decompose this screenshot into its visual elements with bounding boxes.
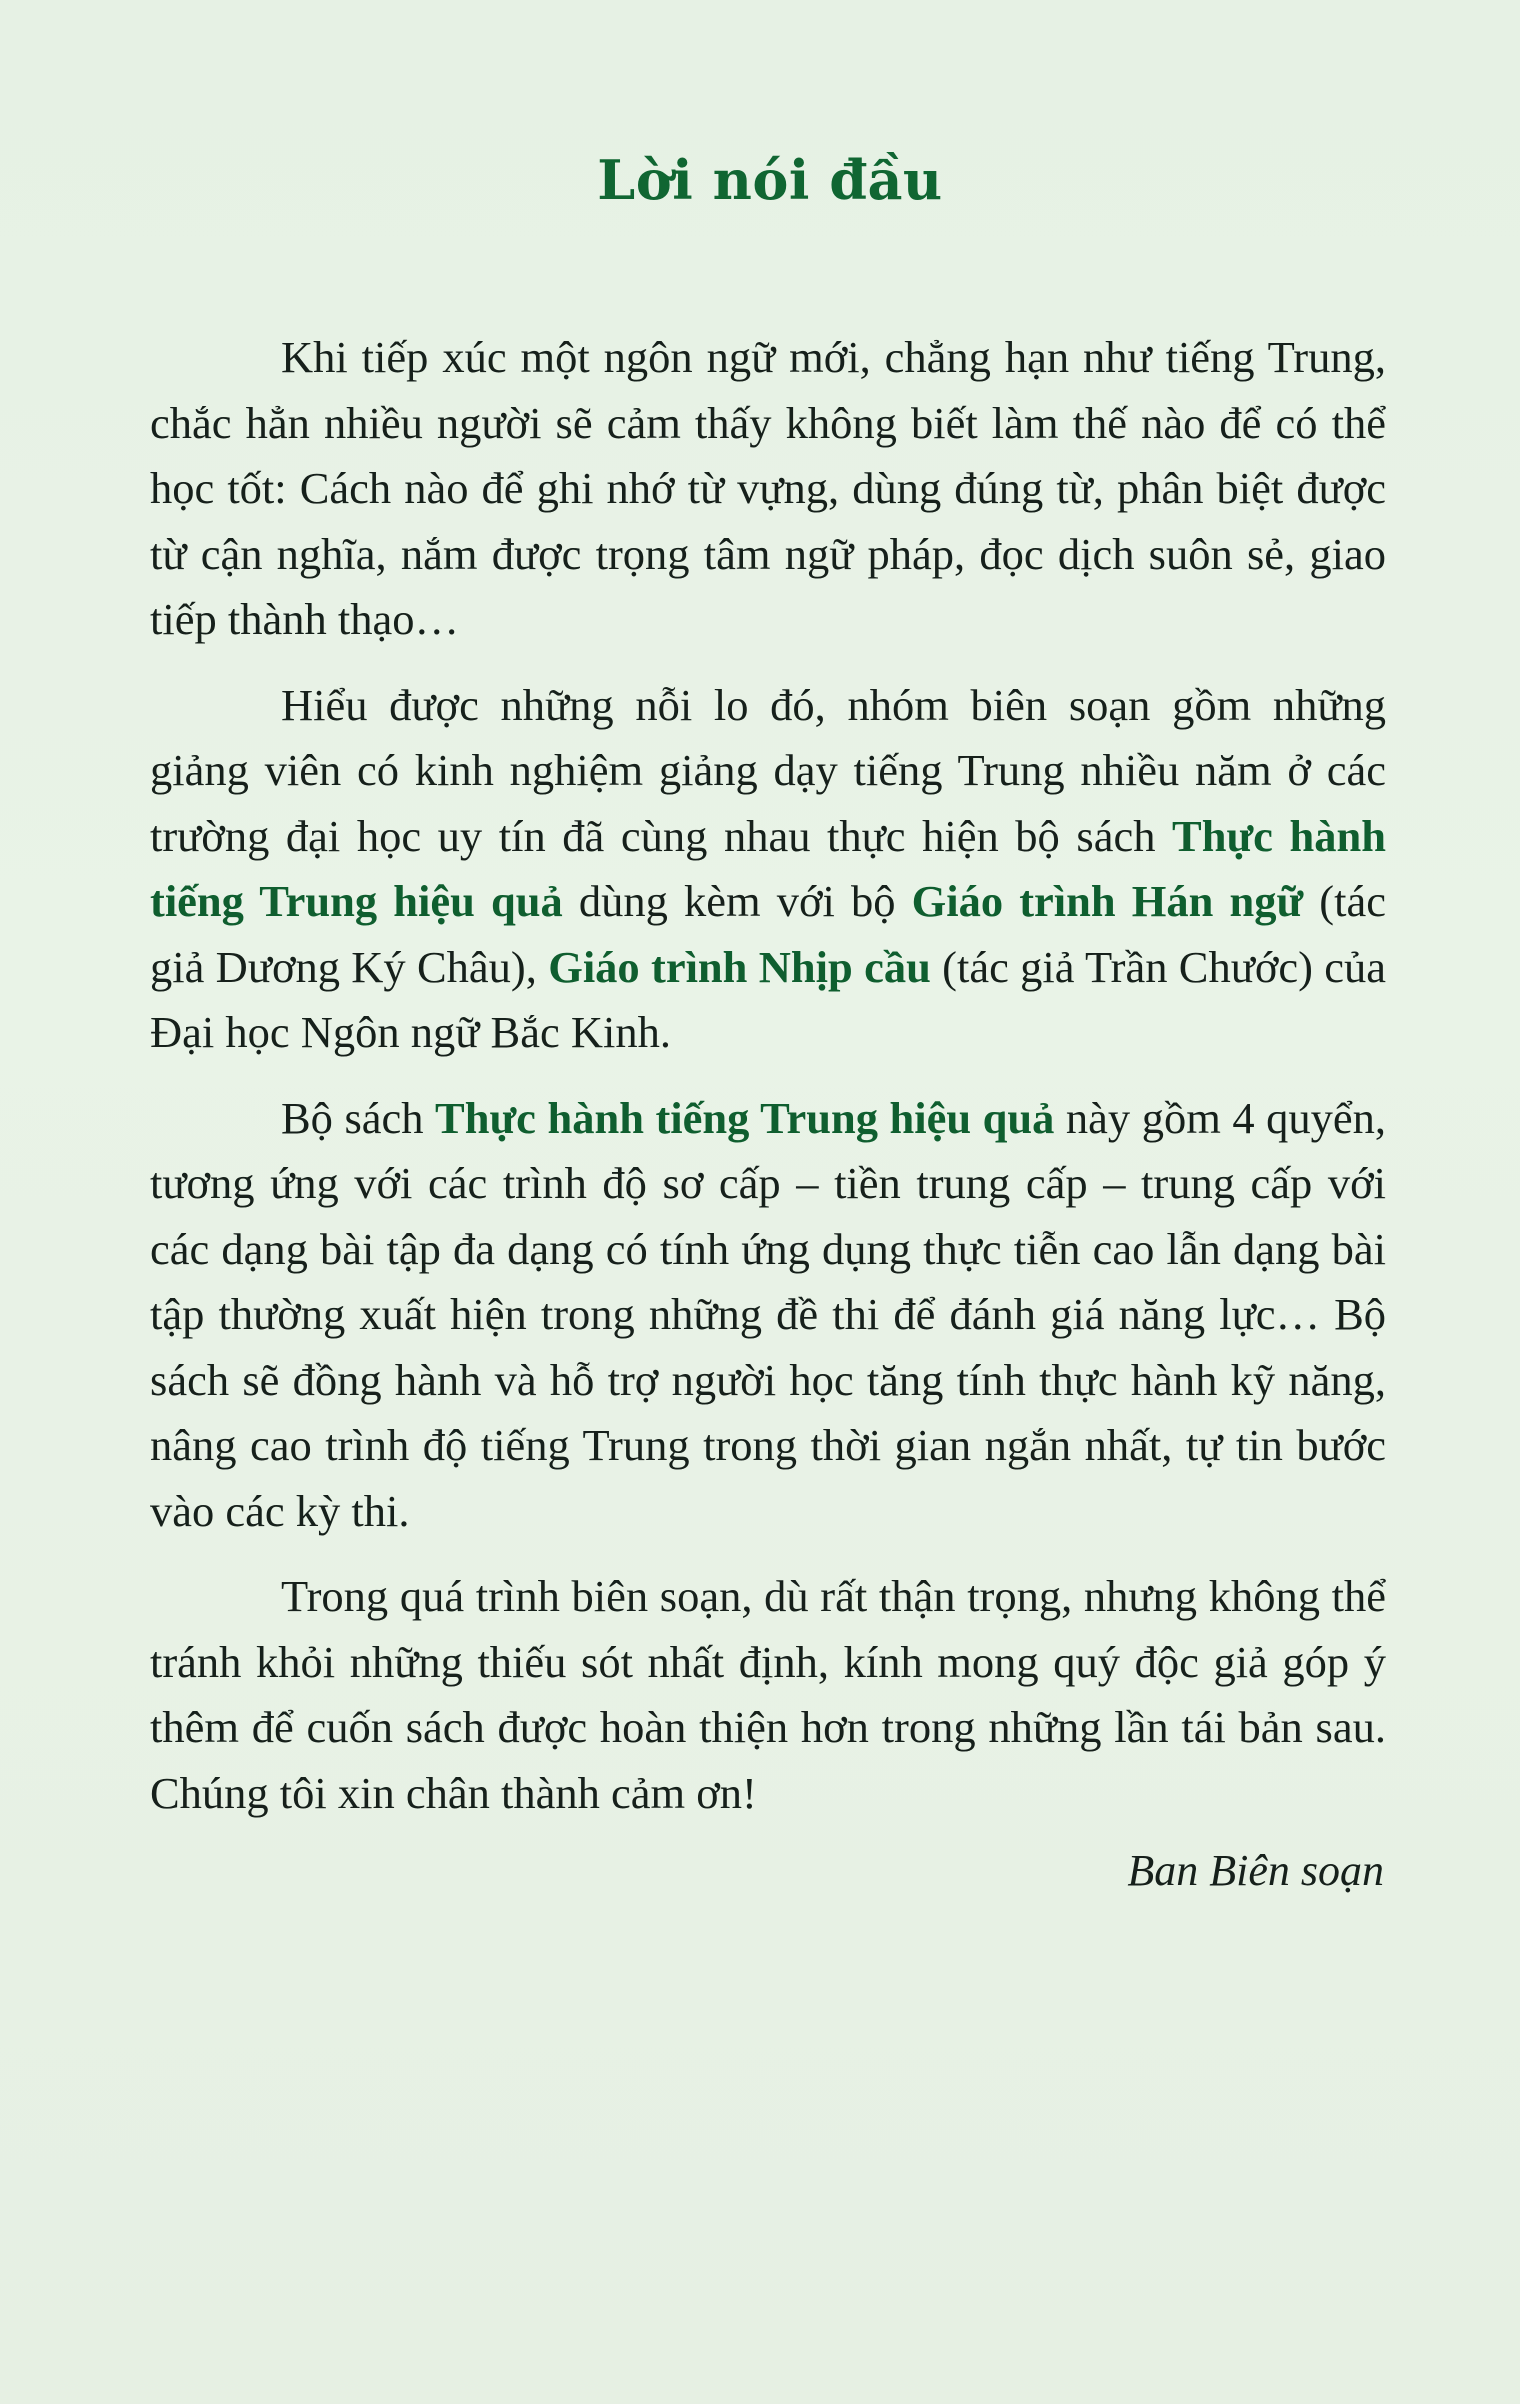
text-run: Bộ sách [281, 1092, 436, 1143]
page-title: Lời nói đầu [597, 148, 943, 212]
text-run: dùng kèm với bộ [562, 876, 912, 926]
paragraph-3 [150, 1086, 1386, 1545]
book-title-highlight: Thực hành tiếng Trung hiệu quả [150, 810, 1386, 926]
book-title-highlight: Giáo trình Hán ngữ [911, 876, 1304, 926]
text-run: Hiểu được những nỗi lo đó, nhóm biên soạn gồm những giảng viên có kinh nghiệm giảng dạy tiếng Trung nhiều năm ở các trường đại học uy tín đã cùng nhau thực hiện bộ sách [150, 679, 1386, 861]
signature: Ban Biên soạn [1127, 1846, 1384, 1895]
paragraph-1 [150, 325, 1386, 653]
book-title-highlight: Thực hành tiếng Trung hiệu quả [435, 1092, 1055, 1143]
paragraph-4 [150, 1564, 1386, 1826]
paragraph-2 [150, 673, 1386, 1066]
text-run: Trong quá trình biên soạn, dù rất thận trọng, nhưng không thể tránh khỏi những thiếu sót nhất định, kính mong quý độc giả góp ý thêm để cuốn sách được hoàn thiện hơn trong những lần tái bản sau. Chúng tôi xin chân thành cảm ơn! [150, 1571, 1386, 1818]
body-text [150, 325, 1386, 1846]
text-run: (tác giả Trần Chước) của Đại học Ngôn ngữ Bắc Kinh. [150, 941, 1387, 1057]
text-run: (tác giả Dương Ký Châu), [150, 876, 1386, 992]
text-run: Khi tiếp xúc một ngôn ngữ mới, chẳng hạn như tiếng Trung, chắc hẳn nhiều người sẽ cảm thấy không biết làm thế nào để có thể học tốt: Cách nào để ghi nhớ từ vựng, dùng đúng từ, phân biệt được từ cận nghĩa, nắm được trọng tâm ngữ pháp, đọc dịch suôn sẻ, giao tiếp thành thạo… [150, 332, 1386, 644]
text-run: này gồm 4 quyển, tương ứng với các trình độ sơ cấp – tiền trung cấp – trung cấp với các dạng bài tập đa dạng có tính ứng dụng thực tiễn cao lẫn dạng bài tập thường xuất hiện trong những đề thi để đánh giá năng lực… Bộ sách sẽ đồng hành và hỗ trợ người học tăng tính thực hành kỹ năng, nâng cao trình độ tiếng Trung trong thời gian ngắn nhất, tự tin bước vào các kỳ thi. [150, 1092, 1386, 1536]
book-title-highlight: Giáo trình Nhịp cầu [548, 941, 931, 992]
